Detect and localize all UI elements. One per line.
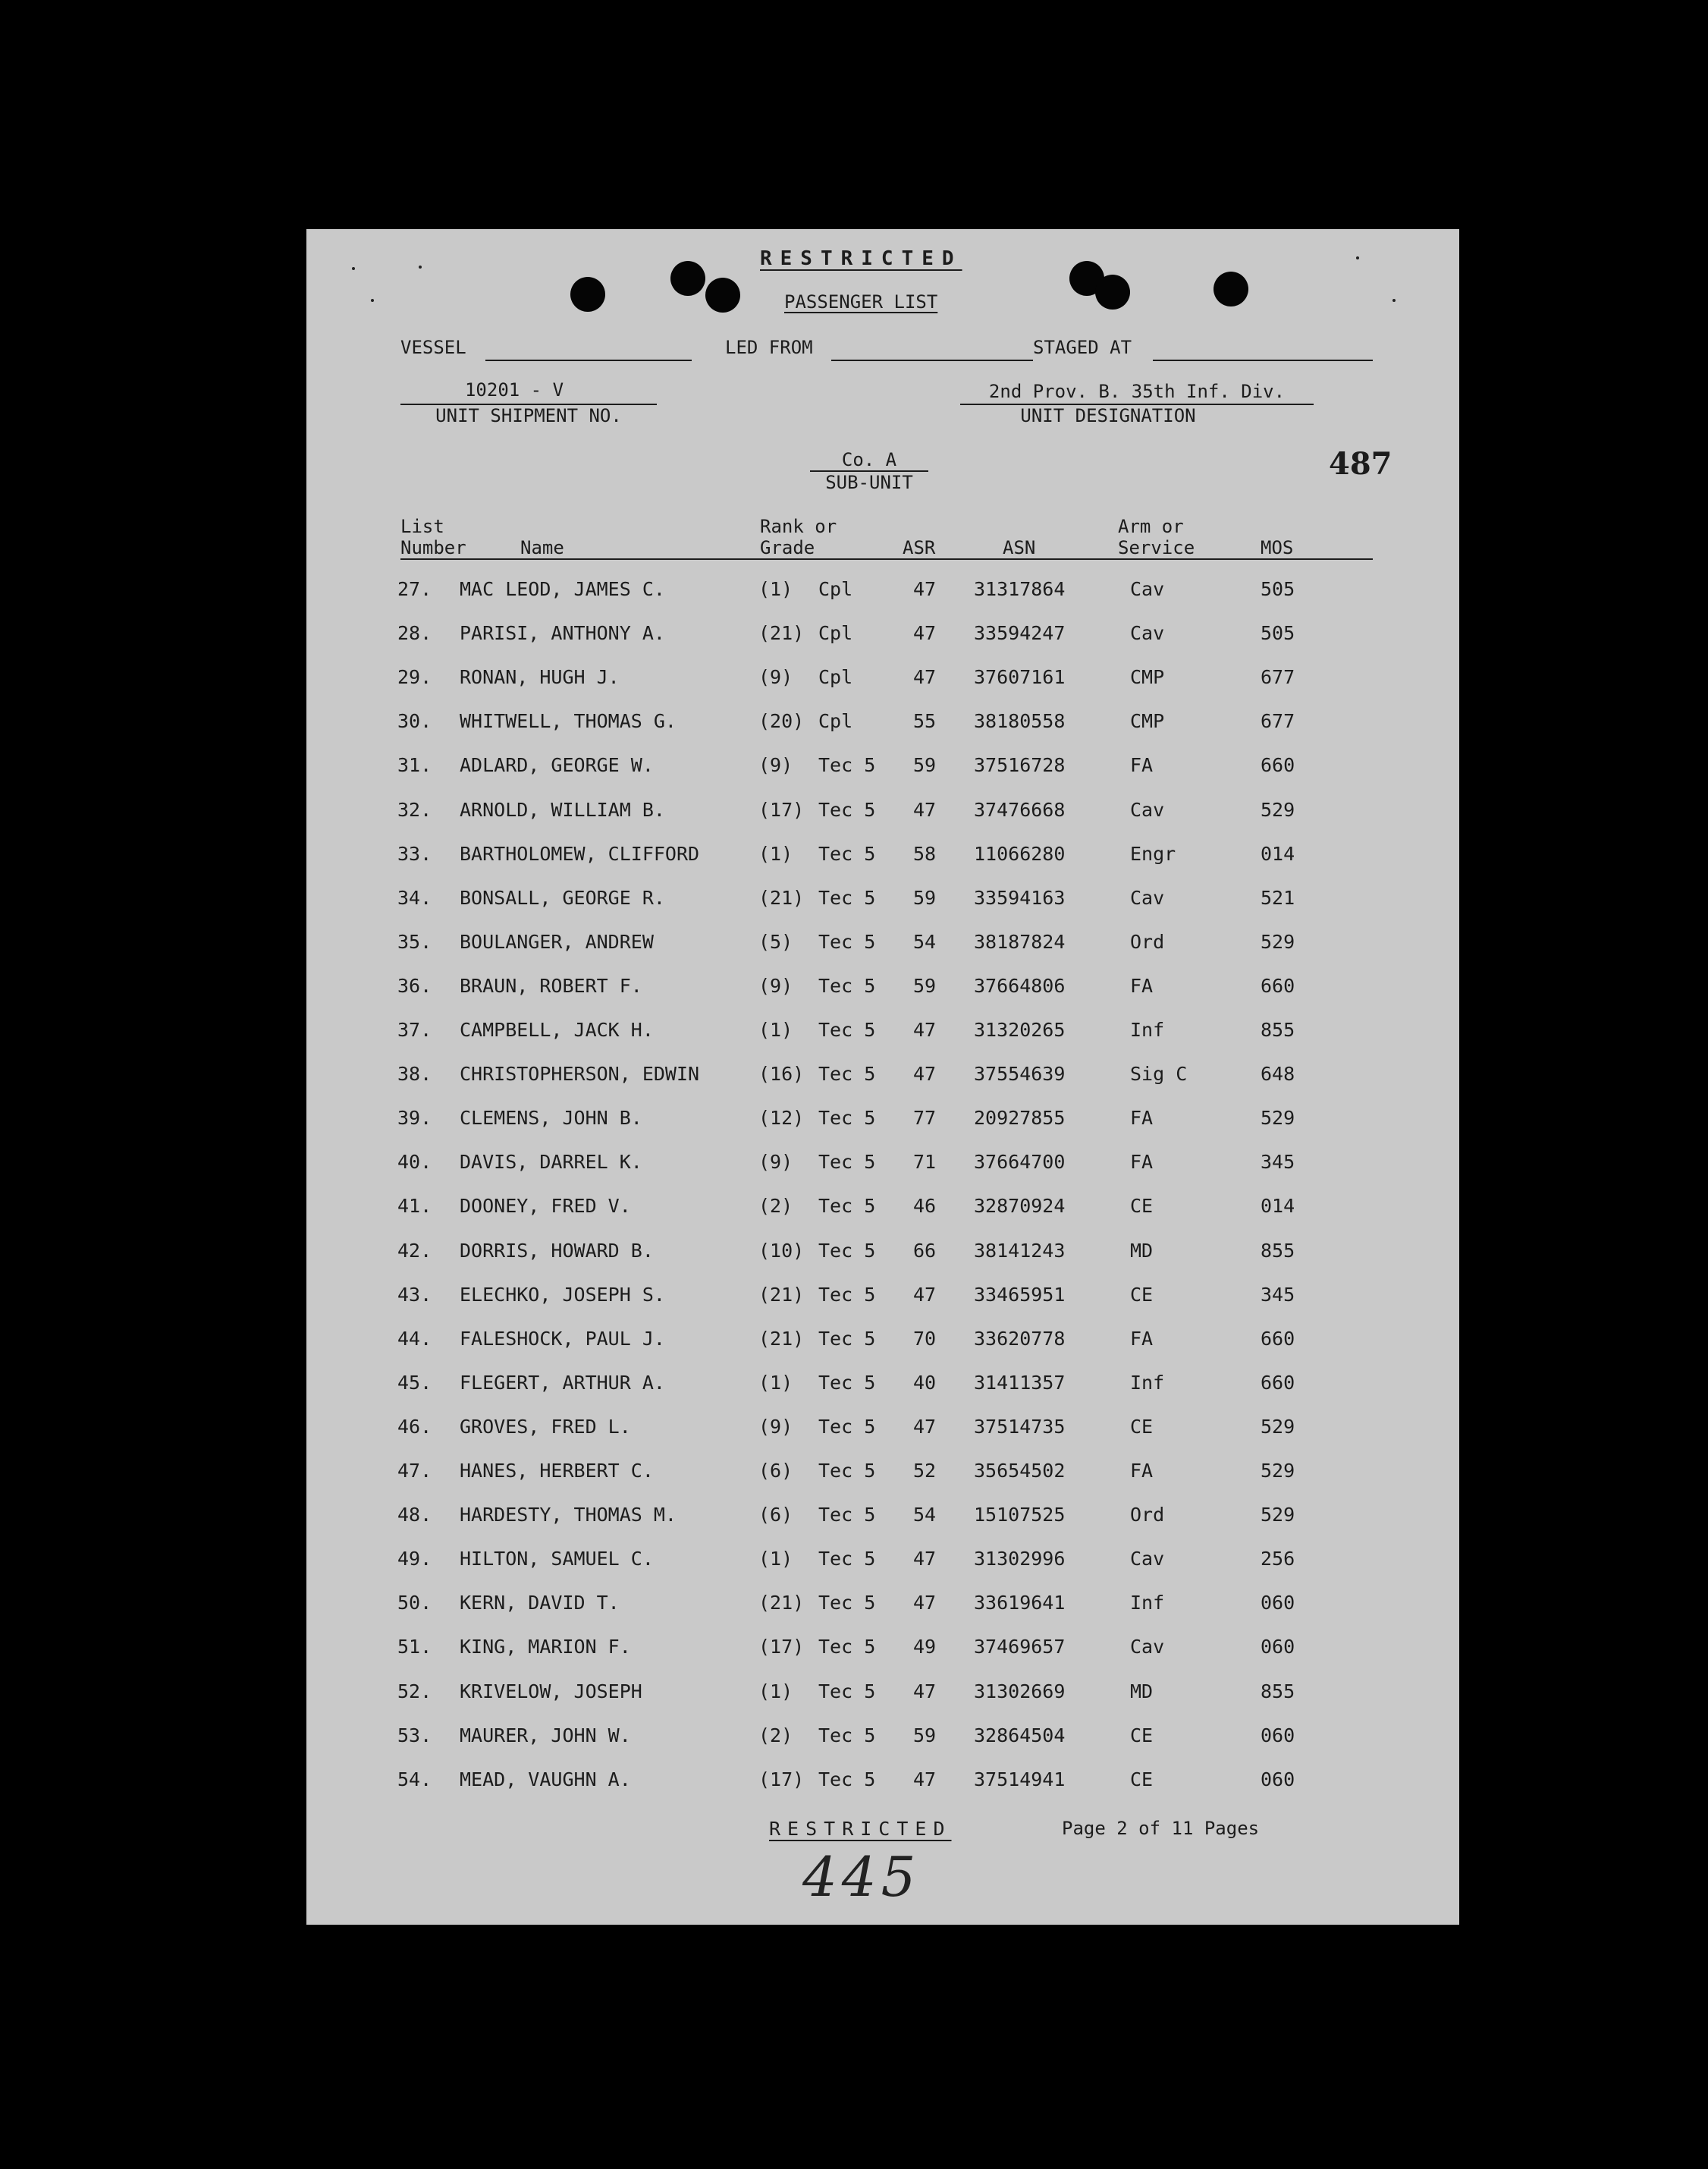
cell-asn: 31302669 — [974, 1680, 1066, 1702]
cell-num: 27. — [397, 578, 432, 600]
cell-code: (6) — [758, 1504, 793, 1526]
cell-asr: 40 — [913, 1371, 937, 1394]
cell-asn: 37664806 — [974, 974, 1066, 997]
cell-asr: 71 — [913, 1151, 937, 1174]
cell-asn: 37514735 — [974, 1415, 1066, 1438]
table-row — [306, 1592, 1459, 1622]
cell-arm: CE — [1130, 1283, 1154, 1306]
cell-name: HILTON, SAMUEL C. — [460, 1548, 654, 1570]
col-header-rank: Rank or — [760, 516, 837, 537]
cell-name: DOONEY, FRED V. — [460, 1195, 631, 1218]
table-row — [306, 1151, 1459, 1181]
cell-mos: 014 — [1261, 1195, 1295, 1218]
cell-grade: Tec 5 — [818, 930, 876, 953]
cell-code: (2) — [758, 1195, 793, 1218]
cell-num: 34. — [397, 886, 432, 909]
cell-num: 43. — [397, 1283, 432, 1306]
cell-num: 28. — [397, 622, 432, 645]
cell-name: FALESHOCK, PAUL J. — [460, 1327, 665, 1350]
cell-asn: 33620778 — [974, 1327, 1066, 1350]
cell-grade: Tec 5 — [818, 754, 876, 777]
cell-grade: Tec 5 — [818, 1460, 876, 1482]
cell-asr: 47 — [913, 1063, 937, 1086]
table-row — [306, 1680, 1459, 1711]
cell-num: 42. — [397, 1239, 432, 1262]
cell-code: (17) — [758, 1768, 805, 1790]
col-header-name: Name — [520, 537, 564, 558]
cell-arm: Ord — [1130, 1504, 1165, 1526]
cell-asn: 32870924 — [974, 1195, 1066, 1218]
cell-grade: Tec 5 — [818, 1195, 876, 1218]
cell-num: 30. — [397, 710, 432, 733]
punch-hole — [570, 277, 605, 312]
cell-code: (21) — [758, 886, 805, 909]
cell-code: (9) — [758, 974, 793, 997]
col-header-asn: ASN — [1003, 537, 1036, 558]
cell-name: ARNOLD, WILLIAM B. — [460, 798, 665, 821]
cell-grade: Cpl — [818, 578, 853, 600]
cell-asn: 31411357 — [974, 1371, 1066, 1394]
cell-asn: 38187824 — [974, 930, 1066, 953]
unit-designation-label: UNIT DESIGNATION — [1020, 405, 1196, 426]
cell-num: 36. — [397, 974, 432, 997]
cell-mos: 505 — [1261, 578, 1295, 600]
cell-arm: Engr — [1130, 842, 1176, 865]
speck — [1392, 299, 1396, 302]
cell-asn: 33619641 — [974, 1592, 1066, 1614]
cell-grade: Tec 5 — [818, 1724, 876, 1746]
cell-name: HARDESTY, THOMAS M. — [460, 1504, 677, 1526]
cell-asr: 47 — [913, 1592, 937, 1614]
cell-num: 39. — [397, 1107, 432, 1130]
cell-asr: 54 — [913, 1504, 937, 1526]
cell-grade: Tec 5 — [818, 1151, 876, 1174]
table-row — [306, 799, 1459, 829]
cell-mos: 521 — [1261, 886, 1295, 909]
cell-grade: Tec 5 — [818, 1592, 876, 1614]
cell-mos: 345 — [1261, 1283, 1295, 1306]
cell-arm: Cav — [1130, 1548, 1165, 1570]
cell-code: (1) — [758, 1371, 793, 1394]
cell-asn: 31320265 — [974, 1019, 1066, 1041]
cell-code: (9) — [758, 754, 793, 777]
cell-asr: 47 — [913, 622, 937, 645]
table-row — [306, 887, 1459, 917]
cell-arm: Sig C — [1130, 1063, 1188, 1086]
speck — [1356, 256, 1359, 259]
cell-code: (9) — [758, 1151, 793, 1174]
cell-mos: 060 — [1261, 1592, 1295, 1614]
cell-name: CHRISTOPHERSON, EDWIN — [460, 1063, 700, 1086]
cell-code: (2) — [758, 1724, 793, 1746]
cell-num: 40. — [397, 1151, 432, 1174]
document-subtitle: PASSENGER LIST — [784, 291, 938, 313]
cell-grade: Cpl — [818, 622, 853, 645]
cell-arm: Cav — [1130, 1636, 1165, 1658]
cell-name: HANES, HERBERT C. — [460, 1460, 654, 1482]
cell-code: (10) — [758, 1239, 805, 1262]
cell-asn: 37664700 — [974, 1151, 1066, 1174]
cell-name: RONAN, HUGH J. — [460, 666, 620, 689]
table-row — [306, 1768, 1459, 1799]
cell-asn: 31302996 — [974, 1548, 1066, 1570]
table-row — [306, 1548, 1459, 1578]
cell-asr: 47 — [913, 1548, 937, 1570]
cell-mos: 660 — [1261, 754, 1295, 777]
cell-code: (9) — [758, 666, 793, 689]
speck — [419, 266, 422, 269]
cell-arm: FA — [1130, 1107, 1154, 1130]
sub-unit-label: SUB-UNIT — [825, 472, 913, 493]
cell-grade: Tec 5 — [818, 1548, 876, 1570]
table-row — [306, 666, 1459, 696]
cell-num: 51. — [397, 1636, 432, 1658]
cell-asn: 37476668 — [974, 798, 1066, 821]
cell-arm: CMP — [1130, 710, 1165, 733]
cell-mos: 660 — [1261, 1371, 1295, 1394]
document-page — [306, 229, 1459, 1925]
cell-asn: 15107525 — [974, 1504, 1066, 1526]
cell-mos: 060 — [1261, 1768, 1295, 1790]
cell-num: 46. — [397, 1415, 432, 1438]
cell-grade: Tec 5 — [818, 1415, 876, 1438]
cell-grade: Cpl — [818, 710, 853, 733]
cell-asn: 38141243 — [974, 1239, 1066, 1262]
document-title: RESTRICTED — [760, 247, 962, 270]
table-row — [306, 1636, 1459, 1666]
cell-num: 52. — [397, 1680, 432, 1702]
cell-asn: 37514941 — [974, 1768, 1066, 1790]
cell-num: 44. — [397, 1327, 432, 1350]
cell-asr: 54 — [913, 930, 937, 953]
cell-asn: 32864504 — [974, 1724, 1066, 1746]
cell-arm: CMP — [1130, 666, 1165, 689]
cell-name: GROVES, FRED L. — [460, 1415, 631, 1438]
cell-asr: 70 — [913, 1327, 937, 1350]
cell-num: 41. — [397, 1195, 432, 1218]
cell-asr: 47 — [913, 578, 937, 600]
cell-grade: Tec 5 — [818, 1636, 876, 1658]
cell-name: BONSALL, GEORGE R. — [460, 886, 665, 909]
cell-grade: Tec 5 — [818, 842, 876, 865]
table-row — [306, 1724, 1459, 1755]
cell-asn: 37554639 — [974, 1063, 1066, 1086]
cell-num: 29. — [397, 666, 432, 689]
cell-num: 38. — [397, 1063, 432, 1086]
cell-asr: 59 — [913, 1724, 937, 1746]
cell-asr: 46 — [913, 1195, 937, 1218]
cell-name: ELECHKO, JOSEPH S. — [460, 1283, 665, 1306]
vessel-label: VESSEL — [400, 337, 466, 358]
cell-num: 35. — [397, 930, 432, 953]
cell-grade: Tec 5 — [818, 1063, 876, 1086]
cell-code: (21) — [758, 1592, 805, 1614]
punch-hole — [1213, 272, 1248, 306]
cell-name: MAURER, JOHN W. — [460, 1724, 631, 1746]
page-count: Page 2 of 11 Pages — [1062, 1818, 1260, 1839]
cell-asn: 11066280 — [974, 842, 1066, 865]
header-rule — [400, 558, 1373, 560]
cell-arm: MD — [1130, 1680, 1154, 1702]
vessel-blank — [485, 360, 692, 361]
table-row — [306, 1504, 1459, 1534]
cell-name: KERN, DAVID T. — [460, 1592, 620, 1614]
cell-name: MEAD, VAUGHN A. — [460, 1768, 631, 1790]
cell-mos: 855 — [1261, 1239, 1295, 1262]
cell-asr: 47 — [913, 666, 937, 689]
cell-num: 37. — [397, 1019, 432, 1041]
led-from-blank — [831, 360, 1033, 361]
cell-arm: Cav — [1130, 622, 1165, 645]
cell-code: (1) — [758, 1019, 793, 1041]
table-row — [306, 1460, 1459, 1490]
cell-asr: 59 — [913, 754, 937, 777]
cell-code: (9) — [758, 1415, 793, 1438]
handwritten-number: 445 — [802, 1845, 921, 1909]
cell-num: 54. — [397, 1768, 432, 1790]
cell-name: KRIVELOW, JOSEPH — [460, 1680, 642, 1702]
cell-grade: Tec 5 — [818, 1680, 876, 1702]
cell-asn: 37516728 — [974, 754, 1066, 777]
cell-name: BARTHOLOMEW, CLIFFORD — [460, 842, 700, 865]
cell-asn: 37469657 — [974, 1636, 1066, 1658]
table-row — [306, 710, 1459, 740]
table-row — [306, 1328, 1459, 1358]
cell-arm: CE — [1130, 1195, 1154, 1218]
cell-arm: Cav — [1130, 798, 1165, 821]
cell-mos: 060 — [1261, 1724, 1295, 1746]
cell-name: FLEGERT, ARTHUR A. — [460, 1371, 665, 1394]
cell-num: 49. — [397, 1548, 432, 1570]
cell-asr: 55 — [913, 710, 937, 733]
table-row — [306, 1284, 1459, 1314]
cell-code: (21) — [758, 622, 805, 645]
col-header-service: Service — [1118, 537, 1195, 558]
col-header-asr: ASR — [903, 537, 936, 558]
cell-asr: 59 — [913, 974, 937, 997]
cell-grade: Tec 5 — [818, 1239, 876, 1262]
cell-asn: 35654502 — [974, 1460, 1066, 1482]
cell-code: (17) — [758, 798, 805, 821]
cell-num: 45. — [397, 1371, 432, 1394]
table-row — [306, 843, 1459, 873]
cell-num: 47. — [397, 1460, 432, 1482]
cell-mos: 660 — [1261, 1327, 1295, 1350]
cell-mos: 529 — [1261, 1415, 1295, 1438]
cell-arm: MD — [1130, 1239, 1154, 1262]
unit-designation: 2nd Prov. B. 35th Inf. Div. — [988, 381, 1286, 402]
cell-mos: 505 — [1261, 622, 1295, 645]
col-header-grade: Grade — [760, 537, 815, 558]
cell-mos: 660 — [1261, 974, 1295, 997]
cell-name: BOULANGER, ANDREW — [460, 930, 654, 953]
cell-grade: Tec 5 — [818, 974, 876, 997]
cell-num: 33. — [397, 842, 432, 865]
cell-num: 50. — [397, 1592, 432, 1614]
cell-asr: 58 — [913, 842, 937, 865]
cell-name: PARISI, ANTHONY A. — [460, 622, 665, 645]
cell-asr: 77 — [913, 1107, 937, 1130]
punch-hole — [670, 261, 705, 296]
table-row — [306, 1019, 1459, 1049]
cell-mos: 529 — [1261, 1107, 1295, 1130]
col-header-number: Number — [400, 537, 466, 558]
cell-asn: 33594247 — [974, 622, 1066, 645]
table-row — [306, 754, 1459, 784]
cell-asn: 31317864 — [974, 578, 1066, 600]
cell-code: (1) — [758, 578, 793, 600]
cell-grade: Cpl — [818, 666, 853, 689]
cell-name: KING, MARION F. — [460, 1636, 631, 1658]
table-row — [306, 931, 1459, 961]
speck — [352, 267, 355, 270]
punch-hole — [705, 278, 740, 313]
cell-mos: 060 — [1261, 1636, 1295, 1658]
table-row — [306, 1063, 1459, 1093]
cell-asr: 47 — [913, 1768, 937, 1790]
cell-arm: CE — [1130, 1724, 1154, 1746]
cell-arm: Inf — [1130, 1019, 1165, 1041]
staged-at-blank — [1153, 360, 1373, 361]
cell-code: (12) — [758, 1107, 805, 1130]
cell-grade: Tec 5 — [818, 1327, 876, 1350]
cell-code: (1) — [758, 1548, 793, 1570]
cell-arm: Inf — [1130, 1371, 1165, 1394]
cell-asr: 49 — [913, 1636, 937, 1658]
cell-arm: Cav — [1130, 886, 1165, 909]
unit-shipment-label: UNIT SHIPMENT NO. — [435, 405, 622, 426]
cell-name: CAMPBELL, JACK H. — [460, 1019, 654, 1041]
cell-asn: 37607161 — [974, 666, 1066, 689]
cell-grade: Tec 5 — [818, 1107, 876, 1130]
cell-mos: 677 — [1261, 666, 1295, 689]
cell-mos: 529 — [1261, 1460, 1295, 1482]
cell-code: (21) — [758, 1327, 805, 1350]
cell-mos: 529 — [1261, 930, 1295, 953]
unit-shipment-no: 10201 - V — [464, 379, 564, 401]
cell-name: WHITWELL, THOMAS G. — [460, 710, 677, 733]
sub-unit: Co. A — [841, 449, 897, 470]
cell-arm: FA — [1130, 1327, 1154, 1350]
cell-arm: Ord — [1130, 930, 1165, 953]
cell-grade: Tec 5 — [818, 1283, 876, 1306]
table-row — [306, 1240, 1459, 1270]
cell-name: MAC LEOD, JAMES C. — [460, 578, 665, 600]
cell-code: (21) — [758, 1283, 805, 1306]
cell-grade: Tec 5 — [818, 1019, 876, 1041]
cell-code: (6) — [758, 1460, 793, 1482]
cell-arm: FA — [1130, 1460, 1154, 1482]
cell-code: (20) — [758, 710, 805, 733]
cell-name: DAVIS, DARREL K. — [460, 1151, 642, 1174]
cell-arm: FA — [1130, 974, 1154, 997]
cell-asn: 33594163 — [974, 886, 1066, 909]
cell-mos: 677 — [1261, 710, 1295, 733]
cell-asr: 47 — [913, 798, 937, 821]
table-row — [306, 578, 1459, 608]
footer-title: RESTRICTED — [769, 1818, 952, 1840]
cell-num: 32. — [397, 798, 432, 821]
cell-arm: CE — [1130, 1768, 1154, 1790]
speck — [371, 299, 374, 302]
cell-name: BRAUN, ROBERT F. — [460, 974, 642, 997]
cell-name: ADLARD, GEORGE W. — [460, 754, 654, 777]
cell-code: (1) — [758, 842, 793, 865]
col-header-mos: MOS — [1261, 537, 1294, 558]
cell-arm: Inf — [1130, 1592, 1165, 1614]
cell-arm: CE — [1130, 1415, 1154, 1438]
col-header-list: List — [400, 516, 444, 537]
table-row — [306, 1416, 1459, 1446]
table-row — [306, 1107, 1459, 1137]
cell-asr: 59 — [913, 886, 937, 909]
cell-grade: Tec 5 — [818, 1371, 876, 1394]
cell-num: 31. — [397, 754, 432, 777]
cell-code: (16) — [758, 1063, 805, 1086]
cell-asn: 20927855 — [974, 1107, 1066, 1130]
table-row — [306, 975, 1459, 1005]
cell-num: 53. — [397, 1724, 432, 1746]
cell-grade: Tec 5 — [818, 1768, 876, 1790]
cell-asr: 47 — [913, 1019, 937, 1041]
led-from-label: LED FROM — [725, 337, 813, 358]
table-row — [306, 1195, 1459, 1225]
col-header-arm: Arm or — [1118, 516, 1184, 537]
cell-code: (1) — [758, 1680, 793, 1702]
cell-mos: 529 — [1261, 1504, 1295, 1526]
cell-asn: 33465951 — [974, 1283, 1066, 1306]
punch-hole — [1095, 275, 1130, 310]
table-row — [306, 1372, 1459, 1402]
cell-arm: FA — [1130, 1151, 1154, 1174]
cell-mos: 345 — [1261, 1151, 1295, 1174]
cell-asr: 52 — [913, 1460, 937, 1482]
table-row — [306, 622, 1459, 652]
cell-asn: 38180558 — [974, 710, 1066, 733]
cell-asr: 47 — [913, 1680, 937, 1702]
cell-asr: 47 — [913, 1415, 937, 1438]
cell-arm: FA — [1130, 754, 1154, 777]
cell-mos: 648 — [1261, 1063, 1295, 1086]
cell-asr: 66 — [913, 1239, 937, 1262]
page-stamp-number: 487 — [1329, 446, 1392, 482]
cell-grade: Tec 5 — [818, 886, 876, 909]
cell-name: CLEMENS, JOHN B. — [460, 1107, 642, 1130]
cell-mos: 256 — [1261, 1548, 1295, 1570]
staged-at-label: STAGED AT — [1033, 337, 1132, 358]
cell-grade: Tec 5 — [818, 798, 876, 821]
cell-name: DORRIS, HOWARD B. — [460, 1239, 654, 1262]
cell-num: 48. — [397, 1504, 432, 1526]
cell-mos: 855 — [1261, 1680, 1295, 1702]
cell-code: (5) — [758, 930, 793, 953]
cell-mos: 014 — [1261, 842, 1295, 865]
cell-asr: 47 — [913, 1283, 937, 1306]
cell-arm: Cav — [1130, 578, 1165, 600]
cell-grade: Tec 5 — [818, 1504, 876, 1526]
cell-mos: 529 — [1261, 798, 1295, 821]
cell-code: (17) — [758, 1636, 805, 1658]
cell-mos: 855 — [1261, 1019, 1295, 1041]
